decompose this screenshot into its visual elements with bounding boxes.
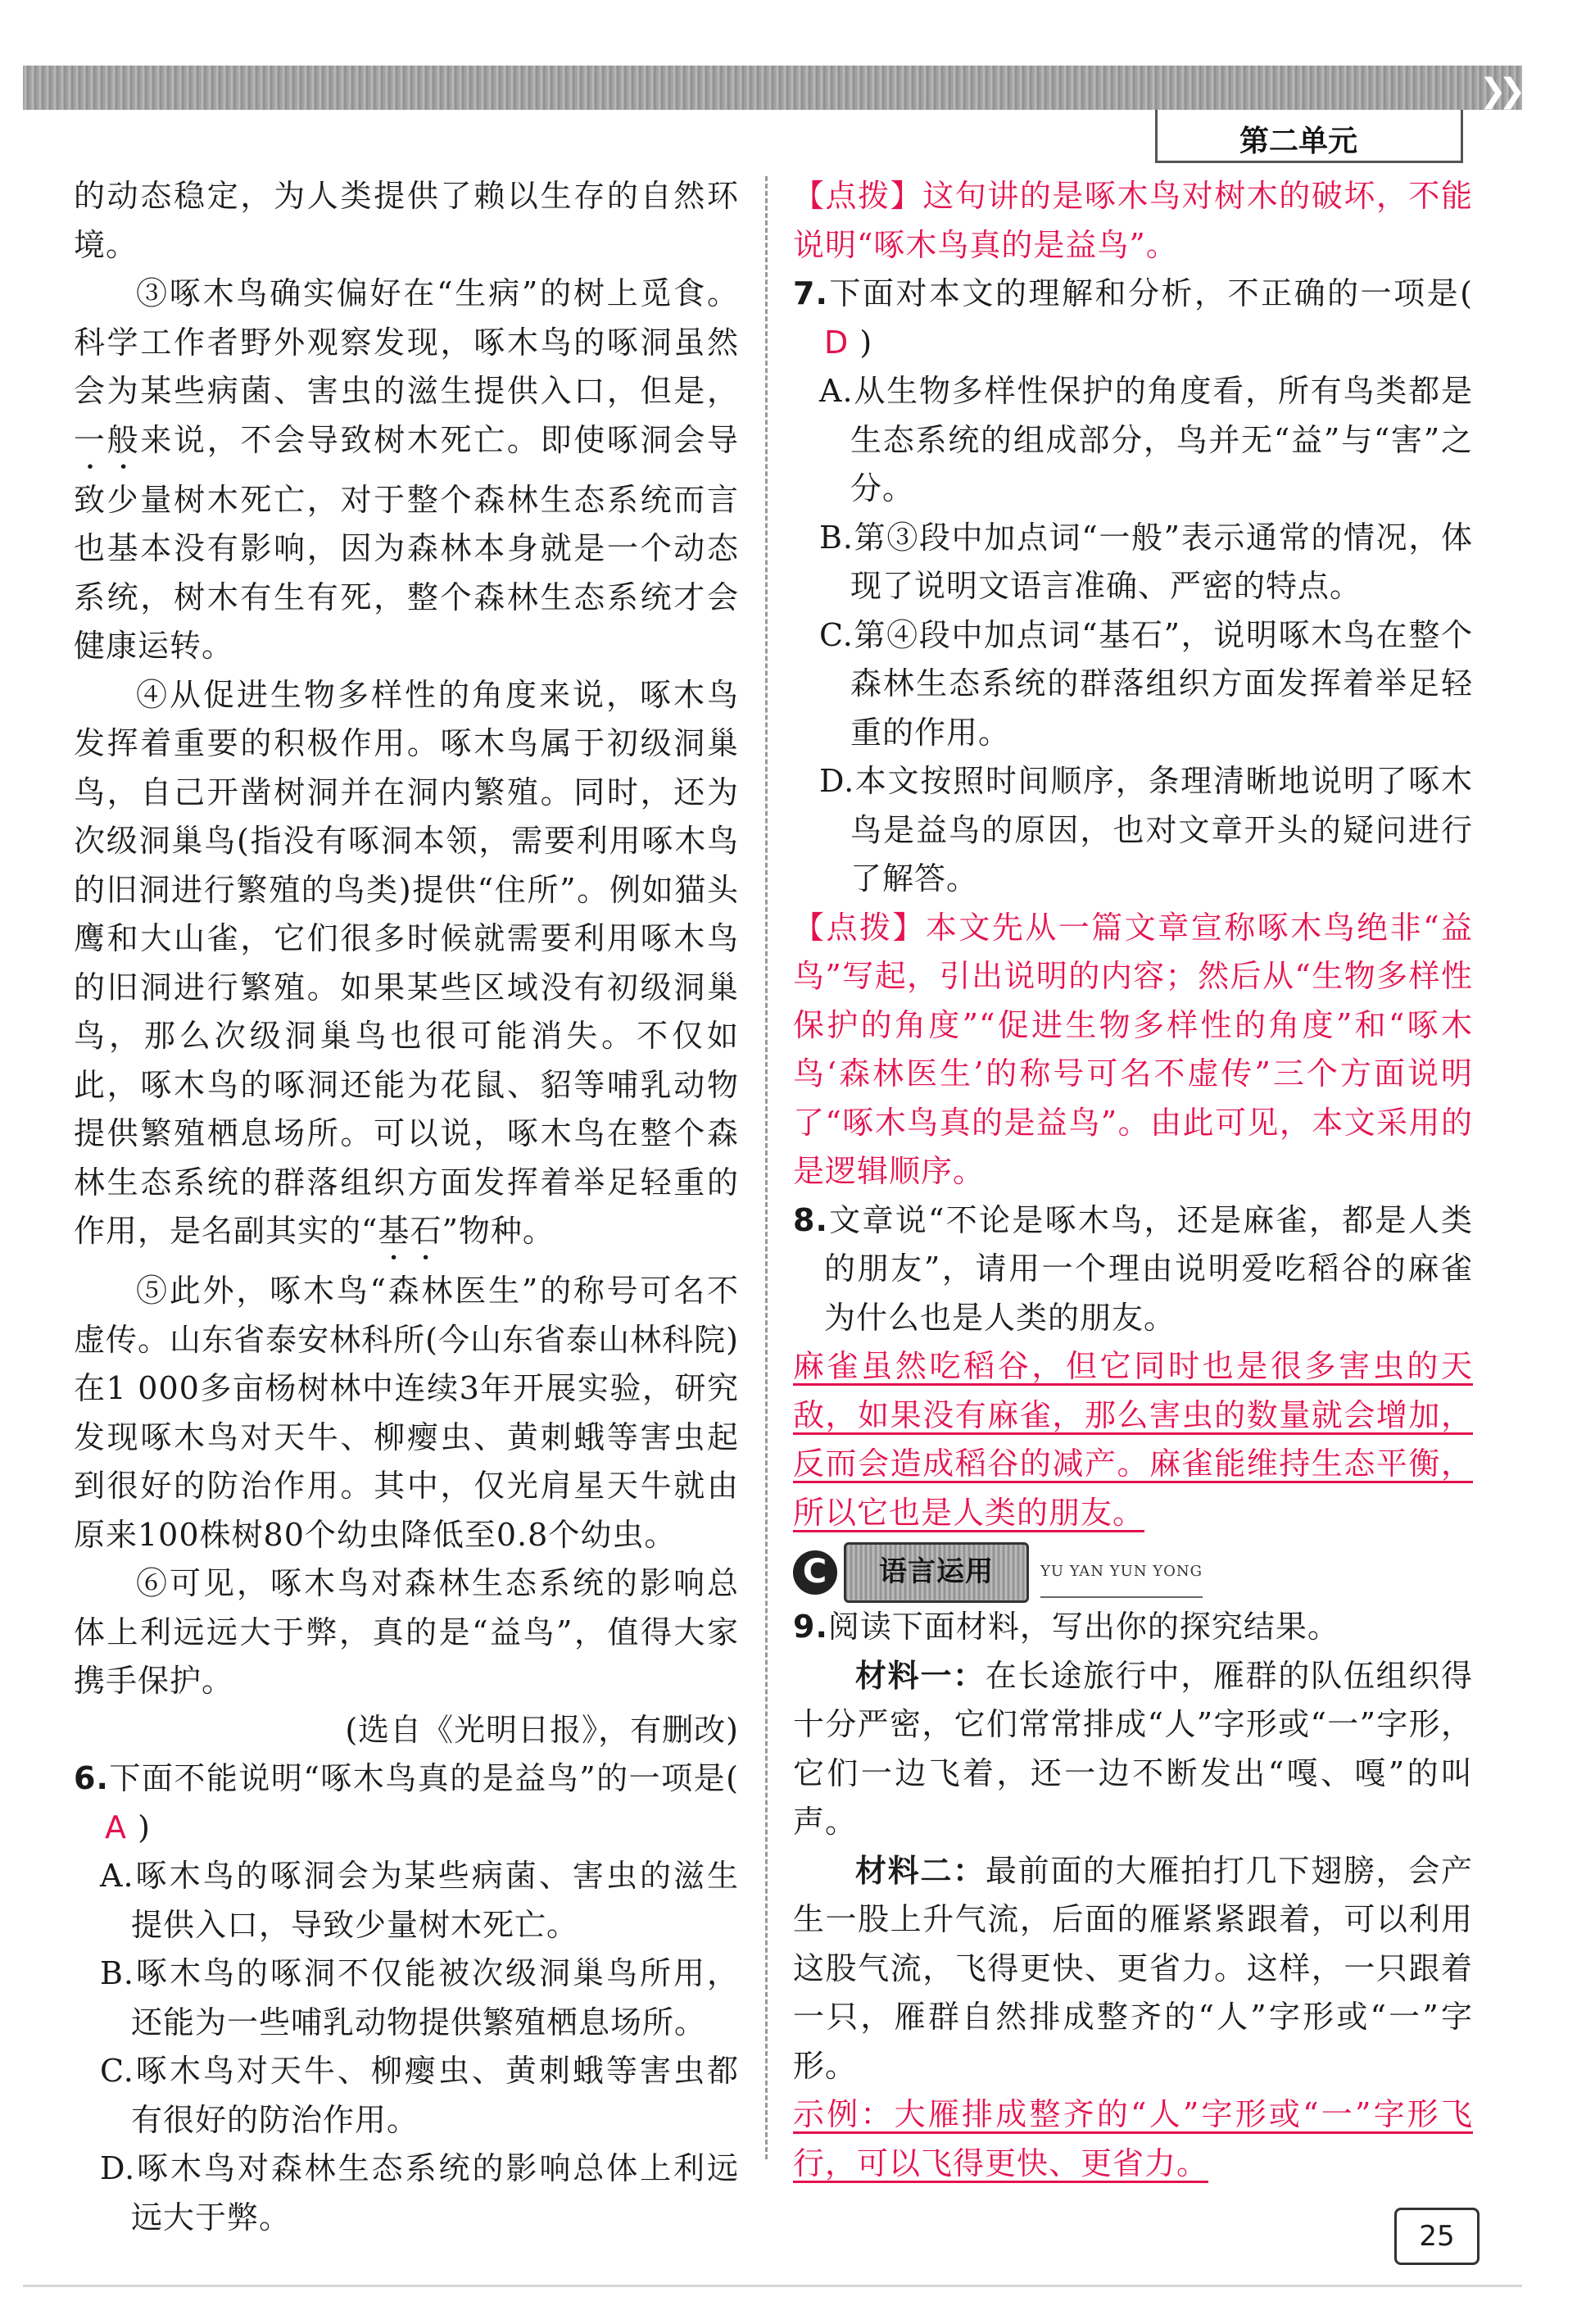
question-7-option-a: A.从生物多样性保护的角度看，所有鸟类都是生态系统的组成部分，鸟并无“益”与“害”之分。	[819, 373, 1473, 506]
question-6-stem: 下面不能说明“啄木鸟真的是益鸟”的一项是(	[108, 1760, 739, 1796]
section-pinyin: YU YAN YUN YONG	[1040, 1547, 1203, 1598]
page-number: 25	[1394, 2208, 1480, 2265]
paragraph-3-text-b: 来说，不会导致树木死亡。即使啄洞会导致少量树木死亡，对于整个森林生态系统而言也基本没有影响，因为森林本身就是一个动态系统，树木有生有死，整个森林生态系统才会健康运转。	[74, 421, 739, 664]
question-6-tip: 【点拨】这句讲的是啄木鸟对树木的破坏，不能说明“啄木鸟真的是益鸟”。	[793, 178, 1473, 263]
section-title: 语言运用	[844, 1542, 1029, 1603]
question-6-option-a: A.啄木鸟的啄洞会为某些病菌、害虫的滋生提供入口，导致少量树木死亡。	[100, 1858, 739, 1943]
paragraph-4-text-b: ”物种。	[442, 1213, 555, 1249]
question-6-close: )	[138, 1809, 151, 1845]
question-9	[793, 1603, 1473, 1652]
question-7-option-c: C.第④段中加点词“基石”，说明啄木鸟在整个森林生态系统的群落组织方面发挥着举足轻重的作用。	[819, 616, 1473, 751]
dotted-word-yiban: 一般	[74, 421, 141, 458]
question-6	[74, 1754, 739, 1852]
question-8-answer: 麻雀虽然吃稻谷，但它同时也是很多害虫的天敌，如果没有麻雀，那么害虫的数量就会增加，反而会造成稻谷的减产。麻雀能维持生态平衡，所以它也是人类的朋友。	[793, 1348, 1473, 1531]
header-band	[23, 66, 1522, 110]
question-9-number: 9.	[793, 1609, 828, 1645]
paragraph-5: ⑤此外，啄木鸟“森林医生”的称号可名不虚传。山东省泰安林科所(今山东省泰山林科院)在1 000多亩杨树林中连续3年开展实验，研究发现啄木鸟对天牛、柳瘿虫、黄刺蛾等害虫起到很好的防治作用。其中，仅光肩星天牛就由原来100株树80个幼虫降低至0.8个幼虫。	[74, 1273, 739, 1553]
paragraph-3	[74, 270, 739, 671]
dotted-word-jishi: 基石	[378, 1213, 442, 1249]
question-7-stem: 下面对本文的理解和分析，不正确的一项是(	[827, 275, 1473, 311]
material-2-label: 材料二：	[855, 1852, 986, 1889]
unit-tab	[1155, 110, 1463, 163]
right-column	[793, 172, 1473, 2188]
column-divider	[765, 176, 768, 2159]
question-6-number: 6.	[74, 1760, 109, 1796]
section-header-language-use	[793, 1546, 1473, 1600]
left-column	[74, 172, 739, 2242]
material-2	[793, 1847, 1473, 2091]
footer-line	[23, 2285, 1522, 2287]
paragraph-3-text-a: ③啄木鸟确实偏好在“生病”的树上觅食。科学工作者野外观察发现，啄木鸟的啄洞虽然会为某些病菌、害虫的滋生提供入口，但是，	[74, 275, 739, 409]
question-6-option-d: D.啄木鸟对森林生态系统的影响总体上利远远大于弊。	[100, 2150, 739, 2235]
question-8-stem: 文章说“不论是啄木鸟，还是麻雀，都是人类的朋友”，请用一个理由说明爱吃稻谷的麻雀为什么也是人类的朋友。	[824, 1201, 1473, 1336]
paragraph-4	[74, 671, 739, 1268]
question-8	[793, 1196, 1473, 1343]
paragraph-6: ⑥可见，啄木鸟对森林生态系统的影响总体上利远远大于弊，真的是“益鸟”，值得大家携手保护。	[74, 1565, 739, 1699]
paragraph-4-text-a: ④从促进生物多样性的角度来说，啄木鸟发挥着重要的积极作用。啄木鸟属于初级洞巢鸟，自己开凿树洞并在洞内繁殖。同时，还为次级洞巢鸟(指没有啄洞本领，需要利用啄木鸟的旧洞进行繁殖的鸟类)提供“住所”。例如猫头鹰和大山雀，它们很多时候就需要利用啄木鸟的旧洞进行繁殖。如果某些区域没有初级洞巢鸟，那么次级洞巢鸟也很可能消失。不仅如此，啄木鸟的啄洞还能为花鼠、貂等哺乳动物提供繁殖栖息场所。可以说，啄木鸟在整个森林生态系统的群落组织方面发挥着举足轻重的作用，是名副其实的“	[74, 676, 739, 1249]
question-7-option-d: D.本文按照时间顺序，条理清晰地说明了啄木鸟是益鸟的原因，也对文章开头的疑问进行了解答。	[819, 763, 1473, 896]
material-1-label: 材料一：	[855, 1657, 986, 1694]
question-9-answer: 示例：大雁排成整齐的“人”字形或“一”字形飞行，可以飞得更快、更省力。	[793, 2096, 1473, 2181]
chevron-right-icon: ❯❯❯	[1479, 72, 1537, 110]
paragraph-2-end: 的动态稳定，为人类提供了赖以生存的自然环境。	[74, 178, 739, 263]
source-citation: (选自《光明日报》，有删改)	[345, 1711, 739, 1748]
material-1	[793, 1652, 1473, 1847]
question-9-stem: 阅读下面材料，写出你的探究结果。	[827, 1609, 1339, 1645]
question-7-option-b: B.第③段中加点词“一般”表示通常的情况，体现了说明文语言准确、严密的特点。	[819, 519, 1473, 604]
material-1-text: 在长途旅行中，雁群的队伍组织得十分严密，它们常常排成“人”字形或“一”字形，它们一边飞着，还一边不断发出“嘎、嘎”的叫声。	[793, 1657, 1473, 1840]
question-7-tip: 【点拨】本文先从一篇文章宣称啄木鸟绝非“益鸟”写起，引出说明的内容；然后从“生物多样性保护的角度”“促进生物多样性的角度”和“啄木鸟‘森林医生’的称号可名不虚传”三个方面说明了“啄木鸟真的是益鸟”。由此可见，本文采用的是逻辑顺序。	[793, 909, 1473, 1189]
unit-title: 第二单元	[1239, 125, 1358, 158]
question-8-number: 8.	[793, 1201, 828, 1238]
question-6-answer: A	[105, 1809, 127, 1845]
question-7-number: 7.	[793, 275, 828, 311]
question-7-answer: D	[824, 324, 850, 361]
material-2-text: 最前面的大雁拍打几下翅膀，会产生一股上升气流，后面的雁紧紧跟着，可以利用这股气流，飞得更快、更省力。这样，一只跟着一只，雁群自然排成整齐的“人”字形或“一”字形。	[793, 1852, 1473, 2084]
question-6-option-c: C.啄木鸟对天牛、柳瘿虫、黄刺蛾等害虫都有很好的防治作用。	[100, 2053, 739, 2138]
question-7-close: )	[859, 324, 873, 361]
question-6-option-b: B.啄木鸟的啄洞不仅能被次级洞巢鸟所用，还能为一些哺乳动物提供繁殖栖息场所。	[100, 1955, 739, 2040]
section-badge: C	[793, 1550, 837, 1595]
question-7	[793, 270, 1473, 367]
